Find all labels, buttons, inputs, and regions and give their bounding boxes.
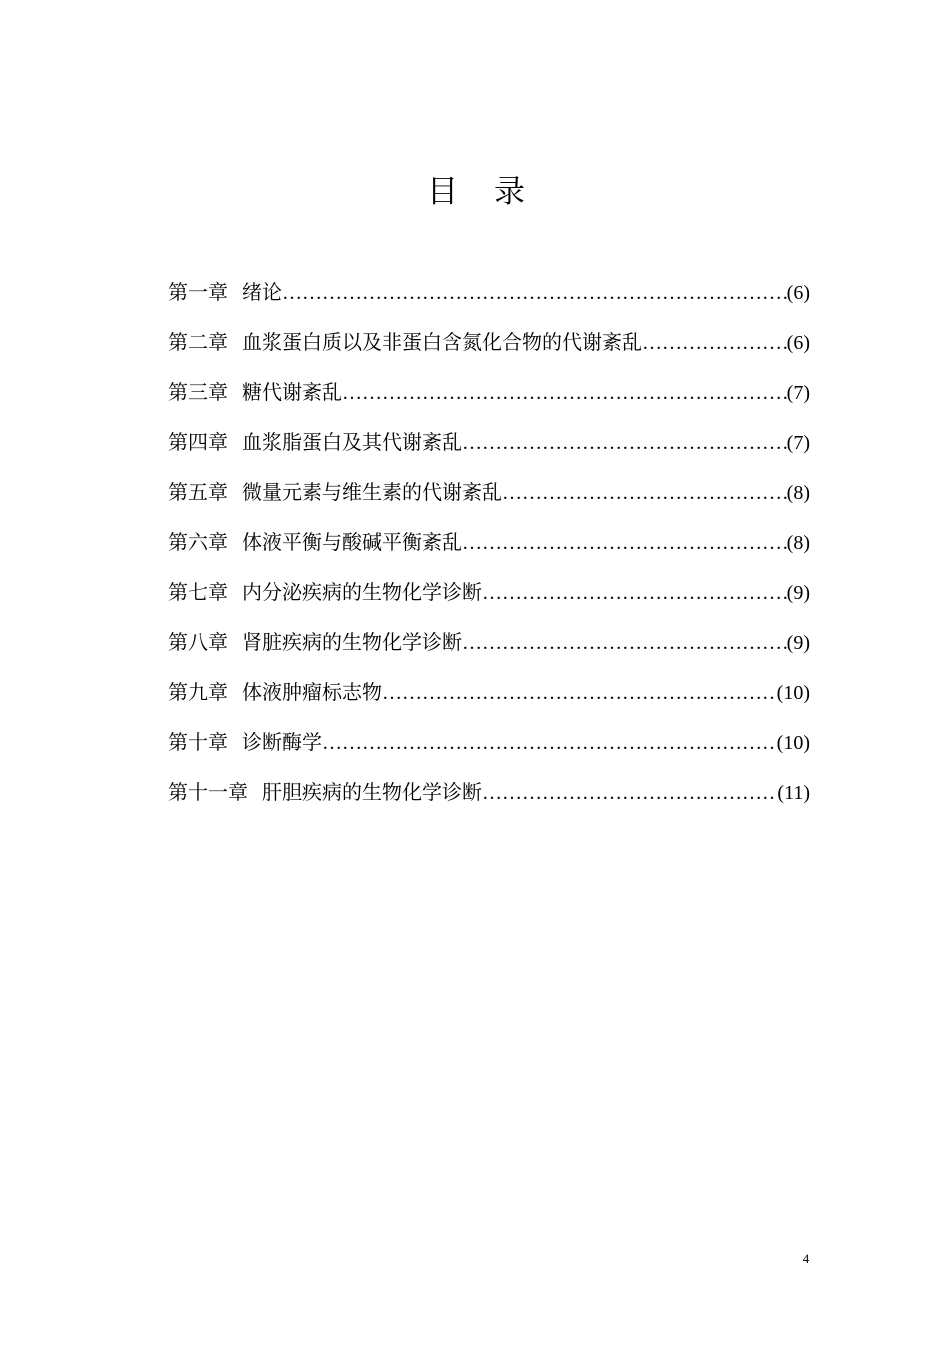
toc-chapter-label: 第四章	[168, 430, 228, 454]
page-title-char-2: 录	[494, 174, 525, 210]
toc-entry-5[interactable]	[168, 475, 810, 525]
toc-chapter-label: 第九章	[168, 680, 228, 704]
toc-leader	[642, 326, 787, 360]
toc-entry-11[interactable]	[168, 775, 810, 825]
toc-chapter-title: 体液肿瘤标志物	[242, 680, 382, 704]
toc-chapter-title: 内分泌疾病的生物化学诊断	[242, 580, 482, 604]
toc-leader	[482, 576, 787, 610]
toc-entry-9[interactable]	[168, 675, 810, 725]
toc-leader	[382, 676, 777, 710]
toc-chapter-title: 体液平衡与酸碱平衡紊乱	[242, 530, 462, 554]
toc-leader	[282, 276, 787, 310]
toc-chapter-label: 第六章	[168, 530, 228, 554]
toc-page-ref: (7)	[786, 382, 810, 404]
page-title	[0, 172, 952, 212]
toc-leader	[322, 726, 777, 760]
toc-leader	[502, 476, 787, 510]
toc-chapter-title: 微量元素与维生素的代谢紊乱	[242, 480, 502, 504]
toc-chapter-label: 第一章	[168, 280, 228, 304]
toc-leader	[482, 776, 777, 810]
toc-chapter-label: 第十章	[168, 730, 228, 754]
toc-page-ref: (7)	[786, 432, 810, 454]
toc-entry-3[interactable]	[168, 375, 810, 425]
toc-entry-6[interactable]	[168, 525, 810, 575]
toc-page-ref: (10)	[776, 682, 810, 704]
toc-chapter-title: 绪论	[242, 280, 282, 304]
toc-page-ref: (8)	[786, 532, 810, 554]
toc-page-ref: (9)	[786, 632, 810, 654]
toc-chapter-label: 第五章	[168, 480, 228, 504]
toc-chapter-label: 第七章	[168, 580, 228, 604]
toc-entry-1[interactable]	[168, 275, 810, 325]
toc-chapter-label: 第二章	[168, 330, 228, 354]
toc-chapter-title: 肾脏疾病的生物化学诊断	[242, 630, 462, 654]
toc-page-ref: (6)	[786, 282, 810, 304]
toc-chapter-label: 第八章	[168, 630, 228, 654]
toc-page-ref: (6)	[786, 332, 810, 354]
page-number: 4	[802, 1251, 810, 1266]
toc-chapter-title: 诊断酶学	[242, 730, 322, 754]
toc-chapter-title: 血浆蛋白质以及非蛋白含氮化合物的代谢紊乱	[242, 330, 642, 354]
toc-page-ref: (11)	[777, 782, 810, 804]
toc-leader	[462, 626, 787, 660]
toc-entry-4[interactable]	[168, 425, 810, 475]
toc-page-ref: (9)	[786, 582, 810, 604]
toc-chapter-title: 糖代谢紊乱	[242, 380, 342, 404]
toc-chapter-title: 血浆脂蛋白及其代谢紊乱	[242, 430, 462, 454]
toc-entry-8[interactable]	[168, 625, 810, 675]
toc-page-ref: (8)	[786, 482, 810, 504]
toc-leader	[342, 376, 787, 410]
toc-chapter-label: 第十一章	[168, 780, 248, 804]
toc-entry-7[interactable]	[168, 575, 810, 625]
toc-entry-2[interactable]	[168, 325, 810, 375]
page-title-char-1: 目	[427, 174, 458, 210]
toc-page-ref: (10)	[776, 732, 810, 754]
toc-chapter-title: 肝胆疾病的生物化学诊断	[262, 780, 482, 804]
toc-leader	[462, 426, 787, 460]
toc-leader	[462, 526, 787, 560]
toc-chapter-label: 第三章	[168, 380, 228, 404]
toc-entry-10[interactable]	[168, 725, 810, 775]
table-of-contents	[168, 275, 810, 825]
